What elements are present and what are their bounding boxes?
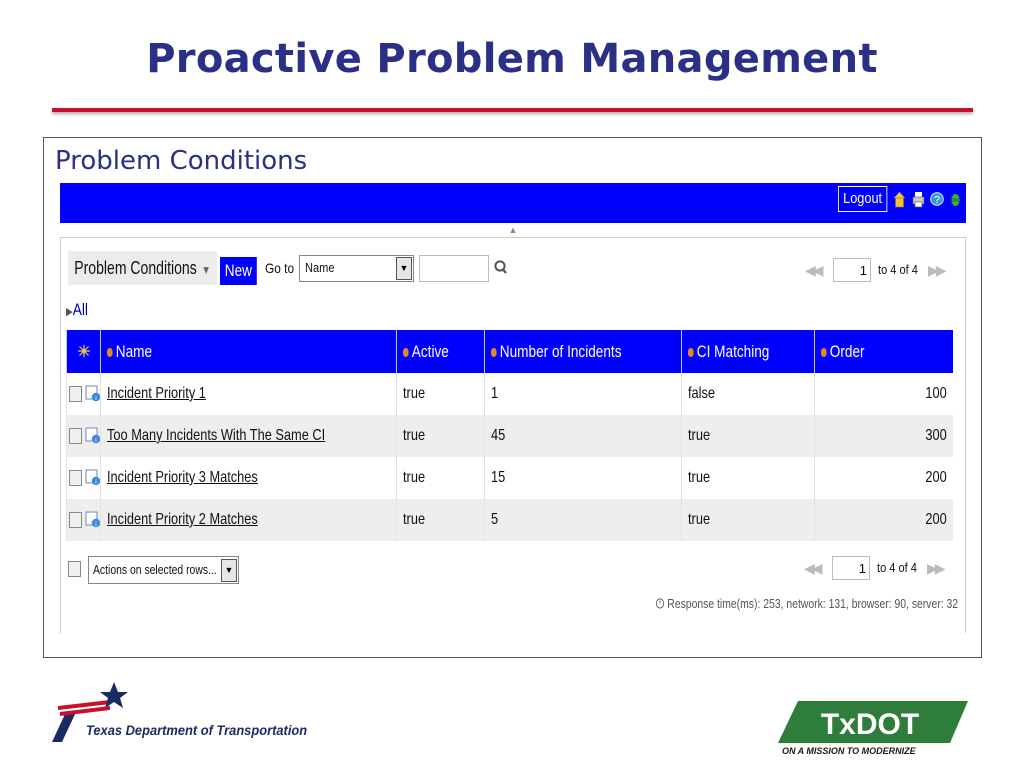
sort-icon [107,348,113,357]
row-checkbox[interactable] [69,428,82,444]
clock-icon [656,598,665,609]
section-title: Problem Conditions [55,146,308,176]
bug-icon[interactable] [949,189,962,209]
row-checkbox[interactable] [69,386,82,402]
table-row [67,373,953,415]
home-icon[interactable] [893,189,906,209]
row-checkbox[interactable] [69,470,82,486]
page-number-input[interactable]: 1 [832,556,870,580]
table-row [67,415,953,457]
txdot-tagline: ON A MISSION TO MODERNIZE [782,746,916,756]
personalize-list-icon[interactable] [67,330,101,373]
svg-text:i: i [95,437,97,445]
first-prev-page-icon[interactable]: ◀◀ [804,560,820,576]
txdot-badge [778,701,968,745]
next-last-page-icon[interactable]: ▶▶ [928,262,944,278]
cell-active: true [397,415,485,457]
cell-name[interactable]: Too Many Incidents With The Same CI [101,415,397,457]
response-time-info [656,596,958,611]
select-all-checkbox[interactable] [68,561,81,577]
list-title-label: Problem Conditions [74,258,197,278]
cell-order: 300 [815,415,953,457]
cell-active: true [397,499,485,541]
dropdown-triangle-icon: ▼ [201,263,211,277]
print-icon[interactable] [912,189,925,209]
cell-active: true [397,373,485,415]
svg-text:i: i [95,521,97,529]
list-container [60,237,966,633]
breadcrumb-all[interactable] [66,300,88,320]
chevron-down-icon[interactable]: ▼ [221,559,237,582]
cell-incidents: 15 [485,457,682,499]
sort-icon [491,348,497,357]
goto-label: Go to [265,260,295,276]
texas-dot-logo [52,682,362,746]
cell-name[interactable]: Incident Priority 3 Matches [101,457,397,499]
page-number-input[interactable]: 1 [833,258,871,282]
breadcrumb-arrow-icon: ▶ [66,306,73,318]
search-input[interactable] [419,255,489,282]
cell-active: true [397,457,485,499]
dept-name: Texas Department of Transportation [86,722,308,738]
cell-order: 200 [815,499,953,541]
cell-ci-matching: false [682,373,815,415]
column-header-name[interactable]: Name [101,330,397,373]
sort-icon [688,348,694,357]
logout-button[interactable]: Logout [838,186,887,212]
list-title-menu[interactable] [68,251,217,285]
cell-ci-matching: true [682,457,815,499]
next-last-page-icon[interactable]: ▶▶ [927,560,943,576]
table-row [67,499,953,541]
problem-conditions-table [66,330,953,541]
goto-selected-value: Name [305,260,335,275]
row-controls [67,415,101,457]
cell-order: 100 [815,373,953,415]
sort-icon [821,348,827,357]
record-count: to 4 of 4 [877,560,917,575]
cell-ci-matching: true [682,499,815,541]
cell-name[interactable]: Incident Priority 2 Matches [101,499,397,541]
row-controls [67,373,101,415]
svg-text:TxDOT: TxDOT [820,708,920,741]
table-header-row [67,330,953,373]
pager-top [805,258,955,284]
sort-icon [403,348,409,357]
breadcrumb-all-label: All [72,300,88,319]
svg-text:?: ? [934,195,940,206]
record-preview-icon[interactable] [85,427,101,444]
record-preview-icon[interactable] [85,385,101,402]
cell-order: 200 [815,457,953,499]
response-time-text: Response time(ms): 253, network: 131, browser: 90, server: 32 [667,596,958,611]
app-header-bar [60,183,966,223]
search-icon[interactable] [493,259,509,277]
pager-bottom [804,556,954,582]
record-count: to 4 of 4 [878,262,918,277]
help-icon[interactable] [930,189,943,209]
column-header-active[interactable]: Active [397,330,485,373]
cell-incidents: 5 [485,499,682,541]
record-preview-icon[interactable] [85,469,101,486]
screenshot-panel [43,137,982,658]
row-checkbox[interactable] [69,512,82,528]
cell-incidents: 1 [485,373,682,415]
row-controls [67,499,101,541]
collapse-toggle[interactable]: ▲ [60,223,966,237]
chevron-down-icon[interactable]: ▼ [396,257,412,280]
cell-incidents: 45 [485,415,682,457]
cell-ci-matching: true [682,415,815,457]
table-row [67,457,953,499]
row-controls [67,457,101,499]
cell-name[interactable]: Incident Priority 1 [101,373,397,415]
actions-selected-value: Actions on selected rows... [93,562,217,577]
title-divider [52,108,973,112]
svg-text:i: i [95,395,97,403]
goto-field-select[interactable] [299,255,414,282]
column-header-order[interactable]: Order [815,330,953,373]
record-preview-icon[interactable] [85,511,101,528]
svg-text:i: i [95,479,97,487]
slide-title: Proactive Problem Management [146,36,878,82]
column-header-ci-matching[interactable]: CI Matching [682,330,815,373]
txdot-logo [778,701,968,759]
column-header-number-of-incidents[interactable]: Number of Incidents [485,330,682,373]
actions-select[interactable] [88,556,239,584]
first-prev-page-icon[interactable]: ◀◀ [805,262,821,278]
new-button[interactable]: New [220,257,257,285]
